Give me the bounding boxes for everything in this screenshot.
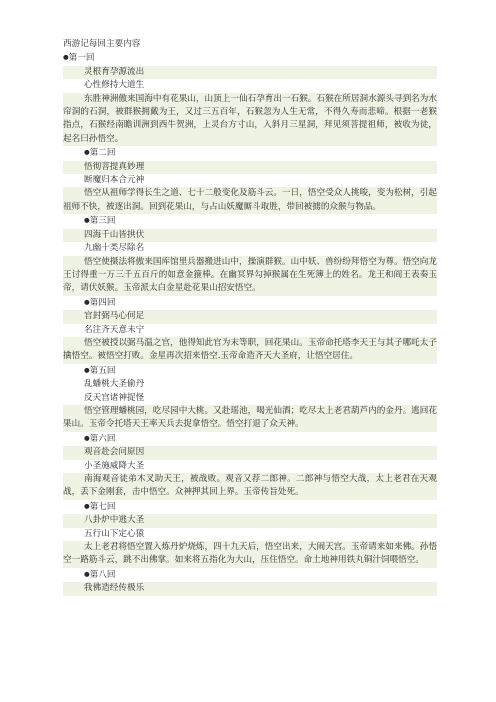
chapter-title-line: 灵根育孕源流出 — [63, 66, 437, 79]
chapter-title-line: 小圣施威降大圣 — [84, 460, 145, 471]
chapter-title-line: 我佛造经传极乐 — [63, 582, 437, 595]
chapter-summary: 悟空使摄法将傲来国库馆里兵器搬进山中，操演群猴。山中妖、兽纷纷拜悟空为尊。悟空向龙王讨得重一万三千五百斤的如意金箍棒。在幽冥界勾掉猴属在生死簿上的姓名。龙王和阎王表奏玉帝，请伏妖猴。玉帝派太白金星赴花果山招安悟空。 — [63, 256, 437, 296]
chapter-heading: ● 第二回 — [63, 146, 437, 160]
chapter-title-line: 反天宫诸神捉怪 — [84, 392, 145, 403]
document-title: 西游记每回主要内容 — [63, 39, 141, 49]
chapter-heading: ● 第五回 — [63, 364, 437, 378]
chapter-heading: ● 第一回 — [63, 51, 437, 65]
chapter-title-line: 悟彻菩提真妙理 — [63, 161, 437, 174]
chapter-title-line: 五行山下定心猿 — [84, 528, 145, 539]
chapter-title-line: 观音赴会问原因 — [63, 446, 437, 459]
chapter-title-line: 断魔归本合元神 — [84, 175, 145, 186]
chapter-title-line: 九幽十类尽除名 — [84, 243, 145, 254]
document-page — [63, 38, 437, 596]
chapter-summary: 太上老君将悟空置入炼丹炉烧炼，四十九天后，悟空出来，大闹天宫。玉帝请来如来佛。孙悟空一路筋斗云，跳不出佛掌。如来将五指化为大山，压住悟空。命土地神用铁丸铜汁饲喂悟空。 — [63, 541, 437, 568]
chapter-title-line: 官封弼马心何足 — [63, 310, 437, 323]
chapter-summary: 悟空被授以弼马温之官，他得知此官为末等职，回花果山。玉帝命托塔李天王与其子哪吒太子擒悟空。被悟空打败。金星再次招来悟空.玉帝命造齐天大圣府，让悟空居住。 — [63, 337, 437, 364]
chapter-summary: 南海观音徒弟木叉助天王，被战败。观音又荐二郎神。二郎神与悟空大战，太上老君在天观战，丢下金刚套，击中悟空。众神押其回上界。玉帝传旨处死。 — [63, 473, 437, 500]
chapter-title-line: 乱蟠桃大圣偷丹 — [84, 379, 145, 390]
chapter-heading: ● 第六回 — [63, 432, 437, 446]
chapter-heading: ● 第八回 — [63, 568, 437, 582]
chapter-summary: 东胜神洲傲来国海中有花果山，山顶上一仙石孕育出一石猴。石猴在所居洞水源头寻到名为水帘洞的石洞，被群猴拥戴为王，又过三五百年，石猴忽为人生无常，不得久寿而悲啼。根据一老猴指点，石猴经南瞻训洲到西牛贺洲，上灵台方寸山，入斜月三星洞，拜见须菩提祖师，被收为徒，起名曰孙悟空。 — [63, 93, 437, 147]
chapter-heading: ● 第七回 — [63, 500, 437, 514]
chapter-summary: 悟空管理蟠桃园，吃尽园中大桃。又赴瑶池，喝光仙酒；吃尽太上老君葫芦内的金丹。逃回花果山。玉帝令托塔天王率天兵去捉拿悟空。悟空打退了众天神。 — [63, 405, 437, 432]
chapter-summary: 悟空从祖师学得长生之道、七十二般变化及筋斗云。一日，悟空受众人挑唆，变为松树，引起祖师不快，被逐出洞。回到花果山，与占山妖魔厮斗取胜，带回被掳的众猴与物品。 — [63, 187, 437, 214]
chapter-title-line: 八卦炉中逃大圣 — [63, 514, 437, 527]
chapter-heading: ● 第三回 — [63, 214, 437, 228]
chapter-title-line: 名注齐天意未宁 — [84, 324, 145, 335]
chapter-title-line: 四海千山皆拱伏 — [63, 229, 437, 242]
chapter-title-line: 心性修持大道生 — [84, 80, 145, 91]
chapter-heading: ● 第四回 — [63, 296, 437, 310]
